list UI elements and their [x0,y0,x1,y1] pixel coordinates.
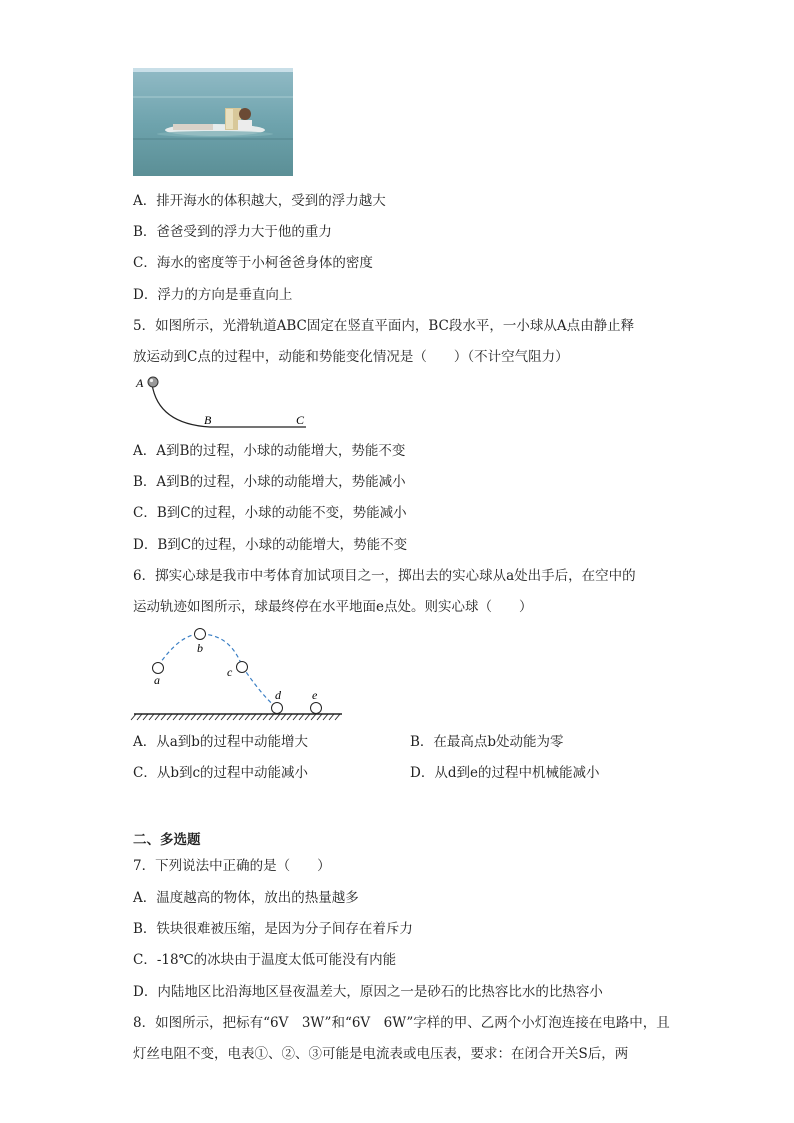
q7-option-c: C．-18℃的冰块由于温度太低可能没有内能 [133,952,397,968]
q6-label-e: e [312,688,318,702]
q6-label-d: d [275,688,281,702]
q6-stem-line2: 运动轨迹如图所示，球最终停在水平地面e点处。则实心球（ ） [133,599,533,615]
q6-option-d: D．从d到e的过程中机械能减小 [410,765,600,781]
q7-option-b: B．铁块很难被压缩，是因为分子间存在着斥力 [133,921,413,937]
q6-label-b: b [197,641,203,655]
q6-option-b: B．在最高点b处动能为零 [410,734,564,750]
q7-option-d: D．内陆地区比沿海地区昼夜温差大，原因之一是砂石的比热容比水的比热容小 [133,984,603,1000]
q5-track-figure [130,372,320,436]
q5-option-a: A．A到B的过程，小球的动能增大，势能不变 [133,443,406,459]
q5-option-c: C．B到C的过程，小球的动能不变，势能减小 [133,505,407,521]
q5-option-d: D．B到C的过程，小球的动能增大，势能不变 [133,537,408,553]
q8-stem-line2: 灯丝电阻不变，电表①、②、③可能是电流表或电压表，要求：在闭合开关S后，两 [133,1046,629,1062]
q4-option-a: A．排开海水的体积越大，受到的浮力越大 [133,193,386,209]
q4-option-c: C．海水的密度等于小柯爸爸身体的密度 [133,255,373,271]
q8-stem-line1: 8．如图所示，把标有“6V 3W”和“6V 6W”字样的甲、乙两个小灯泡连接在电路中，且 [133,1015,670,1031]
q5-option-b: B．A到B的过程，小球的动能增大，势能减小 [133,474,406,490]
q5-label-c: C [296,413,305,427]
q6-stem-line1: 6．掷实心球是我市中考体育加试项目之一，掷出去的实心球从a处出手后，在空中的 [133,568,636,584]
q7-option-a: A．温度越高的物体，放出的热量越多 [133,890,359,906]
q6-label-c: c [227,665,233,679]
q5-label-a: A [136,376,144,390]
q7-stem: 7．下列说法中正确的是（ ） [133,858,331,874]
q5-stem-line1: 5．如图所示，光滑轨道ABC固定在竖直平面内，BC段水平，一小球从A点由静止释 [133,318,635,334]
q5-stem-line2: 放运动到C点的过程中，动能和势能变化情况是（ ）（不计空气阻力） [133,349,569,365]
q4-option-d: D．浮力的方向是垂直向上 [133,287,293,303]
q6-trajectory-figure [130,622,345,726]
q4-option-b: B．爸爸受到的浮力大于他的重力 [133,224,332,240]
q6-option-a: A．从a到b的过程中动能增大 [133,734,308,750]
q6-option-c: C．从b到c的过程中动能减小 [133,765,309,781]
q6-label-a: a [154,673,160,687]
q5-label-b: B [204,413,212,427]
section-title-multiple-choice: 二、多选题 [133,832,201,848]
dead-sea-floating-photo [133,68,293,176]
